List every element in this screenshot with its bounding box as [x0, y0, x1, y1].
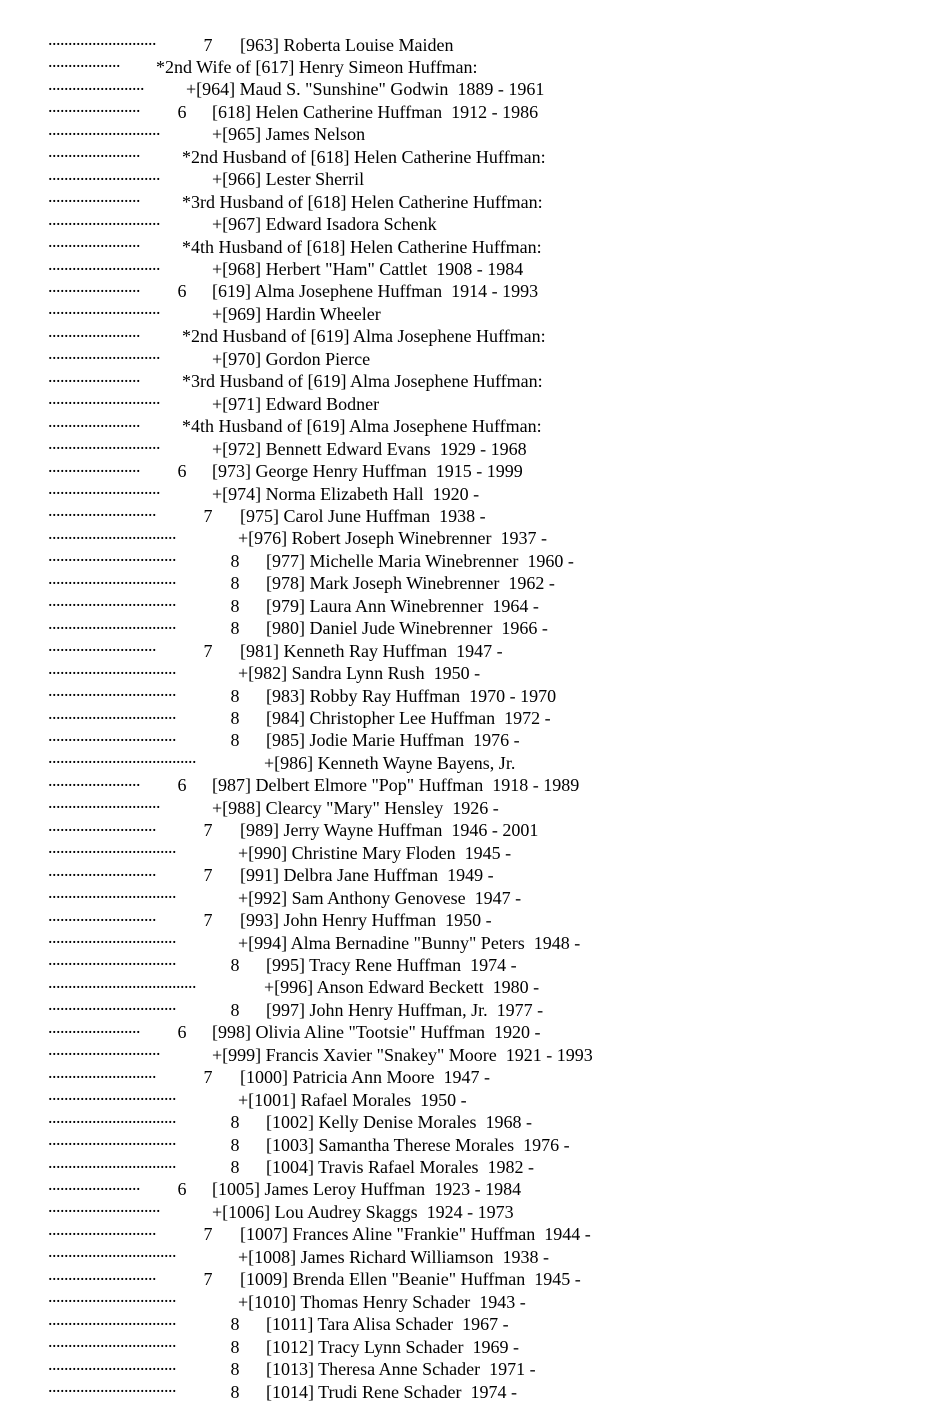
generation-number: 8: [230, 1336, 240, 1357]
entry-line: [48, 455, 523, 482]
entry-text: +[1006] Lou Audrey Skaggs 1924 - 1973: [212, 1201, 514, 1222]
generation-number: 8: [230, 1112, 240, 1133]
entry-text: [977] Michelle Maria Winebrenner 1960 -: [266, 550, 574, 571]
leader-dots: ............................: [48, 253, 160, 274]
entry-text: [1005] James Leroy Huffman 1923 - 1984: [212, 1179, 522, 1200]
entry-line: [48, 769, 580, 796]
entry-text: [963] Roberta Louise Maiden: [240, 34, 454, 55]
leader-dots: ...........................: [48, 859, 156, 880]
entry-line: [48, 634, 503, 661]
entry-text: +[971] Edward Bodner: [212, 393, 380, 414]
entry-line: [48, 208, 437, 235]
entry-text: +[1008] James Richard Williamson 1938 -: [238, 1246, 550, 1267]
entry-text: [975] Carol June Huffman 1938 -: [240, 505, 486, 526]
entry-line: [48, 746, 516, 773]
leader-dots: ............................: [48, 478, 160, 498]
entry-line: [48, 589, 539, 616]
generation-number: 6: [177, 1022, 187, 1043]
leader-dots: .......................: [48, 365, 140, 386]
entry-line: [48, 657, 481, 684]
leader-dots: ................................: [48, 724, 176, 745]
entry-line: [48, 1330, 519, 1357]
entry-line: [48, 95, 539, 122]
entry-text: [1012] Tracy Lynn Schader 1969 -: [266, 1336, 519, 1357]
entry-line: [48, 1016, 541, 1043]
leader-dots: ............................: [48, 433, 160, 454]
generation-number: 7: [203, 34, 213, 55]
entry-text: [1007] Frances Aline "Frankie" Huffman 1944 -: [240, 1224, 591, 1245]
entry-line: [48, 275, 539, 302]
entry-line: [48, 297, 381, 324]
leader-dots: .......................: [48, 1173, 140, 1194]
generation-number: 8: [230, 1157, 240, 1177]
leader-dots: ...........................: [48, 635, 156, 656]
leader-dots: ............................: [48, 208, 160, 229]
entry-line: [48, 814, 539, 841]
entry-text: [983] Robby Ray Huffman 1970 - 1970: [266, 685, 557, 706]
entry-text: [980] Daniel Jude Winebrenner 1966 -: [266, 618, 548, 639]
entry-line: [48, 859, 494, 886]
entry-text: +[982] Sandra Lynn Rush 1950 -: [238, 663, 481, 684]
leader-dots: ........................: [48, 73, 144, 94]
entry-text: +[986] Kenneth Wayne Bayens, Jr.: [264, 752, 516, 773]
leader-dots: .......................: [48, 96, 140, 117]
entry-text: +[1010] Thomas Henry Schader 1943 -: [238, 1291, 526, 1312]
leader-dots: ................................: [48, 1151, 176, 1172]
leader-dots: ............................: [48, 298, 160, 319]
entry-line: [48, 1061, 490, 1088]
leader-dots: .......................: [48, 769, 140, 790]
entry-text: +[976] Robert Joseph Winebrenner 1937 -: [238, 528, 548, 549]
entry-line: [48, 904, 492, 931]
leader-dots: ............................: [48, 118, 160, 139]
generation-number: 8: [230, 550, 240, 571]
entry-text: +[968] Herbert "Ham" Cattlet 1908 - 1984: [212, 259, 524, 279]
leader-dots: ..................: [48, 51, 120, 72]
entry-text: [991] Delbra Jane Huffman 1949 -: [240, 865, 494, 886]
entry-line: [48, 1263, 581, 1290]
entry-line: [48, 836, 512, 863]
entry-text: [997] John Henry Huffman, Jr. 1977 -: [266, 999, 544, 1020]
leader-dots: ...........................: [48, 1061, 156, 1082]
entry-text: +[996] Anson Edward Beckett 1980 -: [264, 977, 540, 998]
leader-dots: ...........................: [48, 1218, 156, 1239]
entry-line: [48, 881, 522, 908]
leader-dots: ...........................: [48, 814, 156, 835]
entry-text: +[972] Bennett Edward Evans 1929 - 1968: [212, 438, 527, 459]
entry-line: [48, 522, 548, 549]
leader-dots: ................................: [48, 1376, 176, 1396]
leader-dots: ................................: [48, 882, 176, 903]
entry-line: [48, 971, 540, 998]
entry-text: [984] Christopher Lee Huffman 1972 -: [266, 708, 551, 728]
leader-dots: ...........................: [48, 1263, 156, 1284]
entry-line: [48, 432, 527, 459]
entry-line: [48, 1218, 591, 1245]
entry-text: +[967] Edward Isadora Schenk: [212, 214, 437, 235]
entry-text: +[992] Sam Anthony Genovese 1947 -: [238, 887, 522, 908]
generation-number: 7: [203, 1067, 213, 1088]
entry-text: [1013] Theresa Anne Schader 1971 -: [266, 1359, 536, 1380]
leader-dots: ................................: [48, 837, 176, 858]
entry-line: [48, 679, 557, 706]
generation-number: 8: [230, 618, 240, 639]
entry-text: [973] George Henry Huffman 1915 - 1999: [212, 461, 523, 482]
entry-line: [48, 544, 574, 571]
leader-dots: ................................: [48, 1241, 176, 1262]
entry-line: [48, 1038, 593, 1065]
entry-text: [993] John Henry Huffman 1950 -: [240, 910, 492, 931]
entry-line: [48, 612, 548, 639]
entry-line: [48, 28, 454, 55]
entry-line: [48, 1353, 536, 1380]
entry-text: [978] Mark Joseph Winebrenner 1962 -: [266, 573, 555, 594]
leader-dots: ............................: [48, 388, 160, 409]
leader-dots: .......................: [48, 1016, 140, 1037]
entry-text: +[964] Maud S. "Sunshine" Godwin 1889 - 1961: [186, 79, 545, 100]
entry-text: +[994] Alma Bernadine "Bunny" Peters 1948 -: [238, 932, 581, 953]
generation-number: 8: [230, 1359, 240, 1380]
leader-dots: ................................: [48, 522, 176, 543]
entry-line: [48, 926, 581, 953]
leader-dots: ................................: [48, 994, 176, 1015]
entry-line: [48, 1240, 550, 1267]
leader-dots: ................................: [48, 612, 176, 633]
entry-line: [48, 410, 542, 437]
entry-text: [985] Jodie Marie Huffman 1976 -: [266, 730, 520, 751]
entry-text: +[999] Francis Xavier "Snakey" Moore 1921 - 1993: [212, 1044, 593, 1065]
leader-dots: ............................: [48, 792, 160, 813]
generation-number: 6: [177, 1179, 187, 1200]
leader-dots: ............................: [48, 1196, 160, 1217]
entry-line: [48, 724, 520, 751]
generation-number: 8: [230, 999, 240, 1020]
generation-number: 8: [230, 954, 240, 975]
generation-number: 7: [203, 640, 213, 661]
leader-dots: ................................: [48, 657, 176, 678]
entry-line: [48, 1308, 509, 1335]
entry-line: [48, 320, 546, 347]
entry-text: [995] Tracy Rene Huffman 1974 -: [266, 954, 517, 975]
leader-dots: ................................: [48, 567, 176, 588]
entry-text: [1003] Samantha Therese Morales 1976 -: [266, 1134, 570, 1155]
leader-dots: ................................: [48, 1106, 176, 1127]
leader-dots: ................................: [48, 927, 176, 947]
entry-text: +[1001] Rafael Morales 1950 -: [238, 1089, 467, 1110]
generation-number: 8: [230, 708, 240, 728]
leader-dots: .......................: [48, 275, 140, 296]
entry-line: [48, 993, 544, 1020]
entry-line: [48, 253, 524, 279]
entry-line: [48, 230, 542, 257]
leader-dots: ............................: [48, 343, 160, 364]
entry-line: [48, 1173, 522, 1200]
entry-text: [1004] Travis Rafael Morales 1982 -: [266, 1157, 534, 1177]
entry-text: +[969] Hardin Wheeler: [212, 303, 381, 324]
leader-dots: ................................: [48, 1286, 176, 1307]
entry-text: *2nd Husband of [618] Helen Catherine Huffman:: [182, 146, 546, 167]
generation-number: 8: [230, 1381, 240, 1402]
entry-text: *3rd Husband of [619] Alma Josephene Huffman:: [182, 371, 543, 392]
leader-dots: .......................: [48, 410, 140, 431]
entry-text: +[990] Christine Mary Floden 1945 -: [238, 842, 512, 863]
leader-dots: ................................: [48, 680, 176, 701]
generation-number: 6: [177, 101, 187, 122]
leader-dots: ...........................: [48, 500, 156, 521]
entry-text: +[974] Norma Elizabeth Hall 1920 -: [212, 483, 480, 504]
entry-line: [48, 365, 543, 392]
entry-line: [48, 1128, 570, 1155]
generation-number: 8: [230, 1134, 240, 1155]
leader-dots: .....................................: [48, 747, 196, 768]
entry-text: *2nd Wife of [617] Henry Simeon Huffman:: [156, 56, 478, 77]
leader-dots: ................................: [48, 1353, 176, 1374]
entry-text: *2nd Husband of [619] Alma Josephene Huffman:: [182, 326, 546, 347]
entry-text: [1000] Patricia Ann Moore 1947 -: [240, 1067, 490, 1088]
entry-text: [1014] Trudi Rene Schader 1974 -: [266, 1381, 517, 1402]
entry-line: [48, 1083, 467, 1110]
entry-text: [998] Olivia Aline "Tootsie" Huffman 1920 -: [212, 1022, 541, 1043]
entry-line: [48, 140, 546, 167]
generation-number: 7: [203, 1224, 213, 1245]
entry-line: [48, 499, 486, 526]
generation-number: 7: [203, 865, 213, 886]
leader-dots: .......................: [48, 455, 140, 476]
entry-line: [48, 791, 499, 818]
entry-line: [48, 387, 380, 414]
entry-text: *4th Husband of [618] Helen Catherine Huffman:: [182, 236, 542, 257]
entry-text: [981] Kenneth Ray Huffman 1947 -: [240, 640, 503, 661]
entry-line: [48, 948, 517, 975]
generation-number: 7: [203, 1269, 213, 1290]
entry-text: *4th Husband of [619] Alma Josephene Huffman:: [182, 416, 542, 437]
entry-line: [48, 477, 480, 504]
entry-text: [619] Alma Josephene Huffman 1914 - 1993: [212, 281, 539, 302]
leader-dots: ................................: [48, 1308, 176, 1329]
leader-dots: ................................: [48, 1084, 176, 1105]
generation-number: 8: [230, 685, 240, 706]
leader-dots: ............................: [48, 163, 160, 184]
leader-dots: ................................: [48, 545, 176, 566]
entry-line: [48, 163, 365, 190]
entry-text: [1009] Brenda Ellen "Beanie" Huffman 1945 -: [240, 1269, 581, 1290]
entry-line: [48, 185, 543, 212]
entry-line: [48, 702, 551, 728]
leader-dots: ............................: [48, 1039, 160, 1060]
entry-text: [618] Helen Catherine Huffman 1912 - 1986: [212, 101, 539, 122]
generation-number: 6: [177, 281, 187, 302]
entry-text: +[970] Gordon Pierce: [212, 348, 371, 369]
entry-line: [48, 1106, 532, 1133]
entry-line: [48, 342, 371, 369]
entry-text: [1002] Kelly Denise Morales 1968 -: [266, 1112, 532, 1133]
leader-dots: .......................: [48, 186, 140, 207]
entry-text: +[966] Lester Sherril: [212, 169, 365, 190]
entry-line: [48, 1285, 526, 1312]
generation-number: 7: [203, 505, 213, 526]
generation-number: 6: [177, 461, 187, 482]
generation-number: 8: [230, 1314, 240, 1335]
entry-text: +[988] Clearcy "Mary" Hensley 1926 -: [212, 797, 499, 818]
entry-line: [48, 73, 545, 100]
leader-dots: ...........................: [48, 29, 156, 49]
entry-text: +[965] James Nelson: [212, 124, 366, 145]
entry-line: [48, 1375, 517, 1402]
entry-line: [48, 50, 478, 77]
entry-text: *3rd Husband of [618] Helen Catherine Huffman:: [182, 191, 543, 212]
leader-dots: ................................: [48, 1331, 176, 1352]
leader-dots: ...........................: [48, 904, 156, 925]
leader-dots: .......................: [48, 320, 140, 341]
leader-dots: ................................: [48, 590, 176, 611]
leader-dots: ................................: [48, 949, 176, 970]
entry-text: [987] Delbert Elmore "Pop" Huffman 1918 - 1989: [212, 775, 580, 796]
generation-number: 7: [203, 820, 213, 841]
generation-number: 7: [203, 910, 213, 931]
entry-line: [48, 1151, 534, 1177]
generation-number: 8: [230, 595, 240, 616]
entry-text: [989] Jerry Wayne Huffman 1946 - 2001: [240, 820, 539, 841]
generation-number: 6: [177, 775, 187, 796]
leader-dots: ................................: [48, 1129, 176, 1150]
entry-line: [48, 1195, 514, 1222]
leader-dots: .......................: [48, 231, 140, 252]
generation-number: 8: [230, 573, 240, 594]
entry-line: [48, 567, 555, 594]
leader-dots: .....................................: [48, 971, 196, 992]
entry-line: [48, 118, 366, 145]
generation-number: 8: [230, 730, 240, 751]
entry-text: [1011] Tara Alisa Schader 1967 -: [266, 1314, 509, 1335]
entry-text: [979] Laura Ann Winebrenner 1964 -: [266, 595, 539, 616]
leader-dots: ................................: [48, 702, 176, 723]
leader-dots: .......................: [48, 141, 140, 162]
